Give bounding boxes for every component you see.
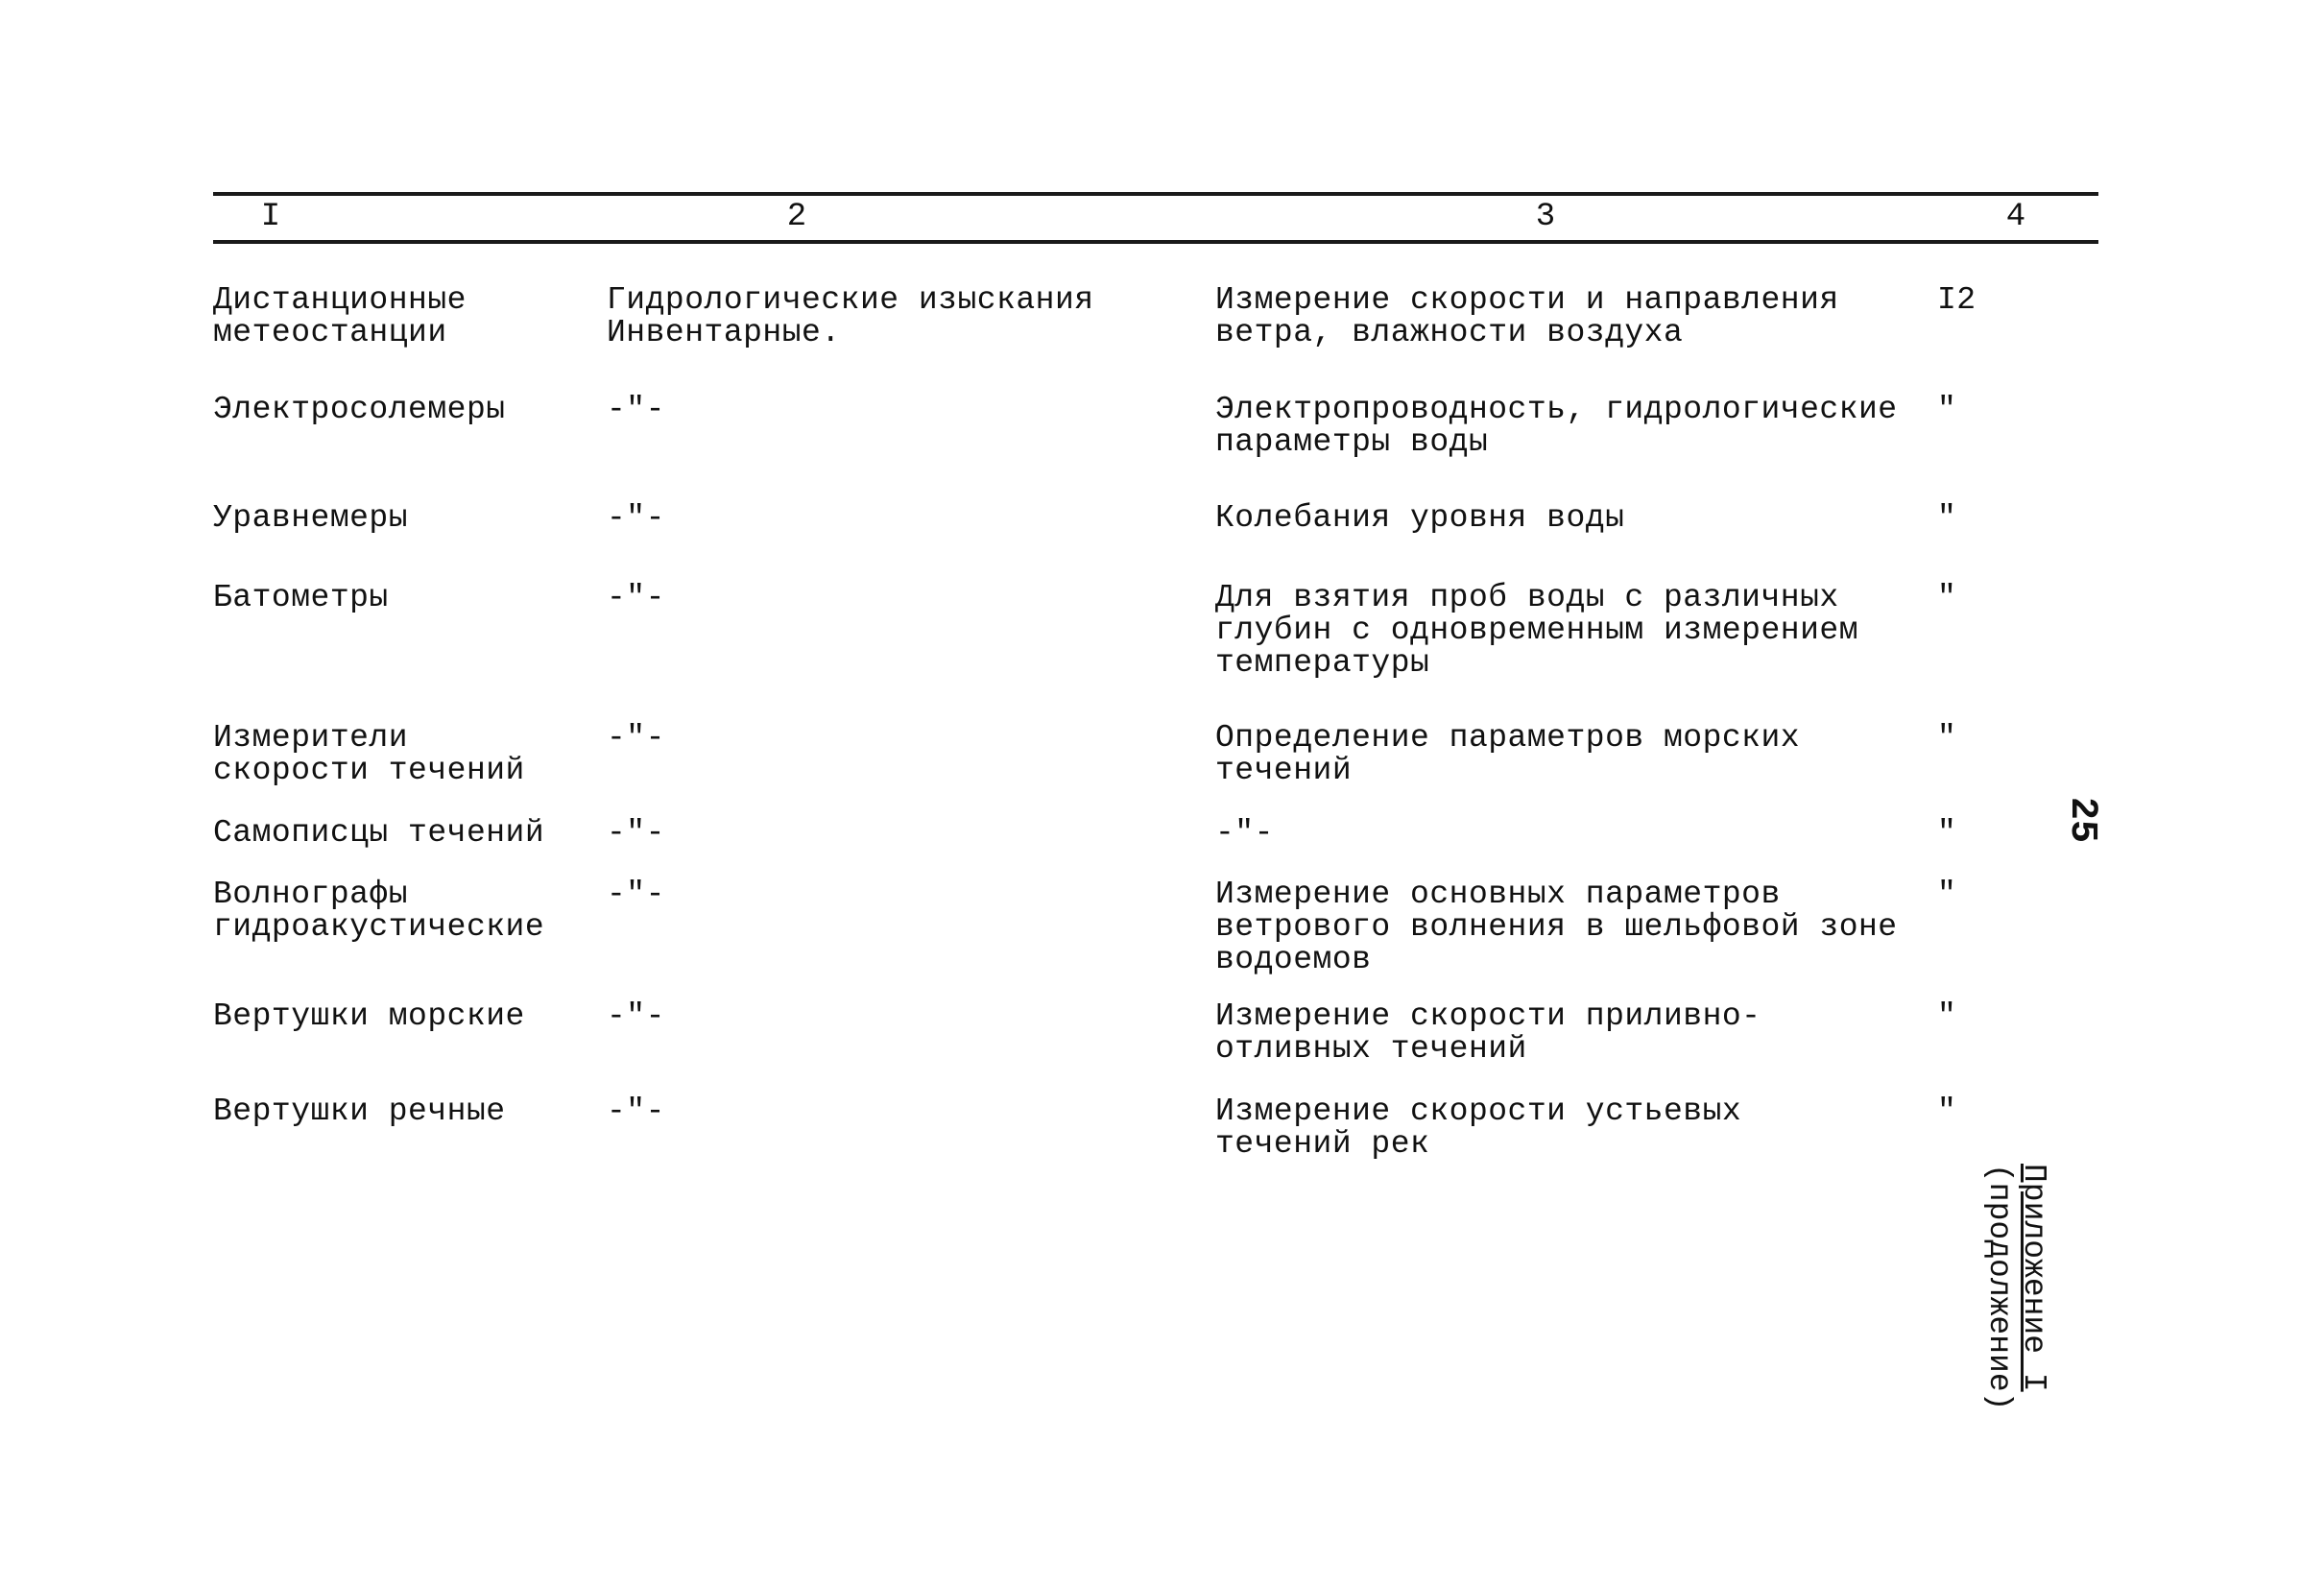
purpose-description: Электропроводность, гидрологические параметры воды [1215, 392, 1898, 460]
application-area: -"- [607, 500, 665, 536]
instrument-name: Электросолемеры [213, 392, 506, 427]
application-area: -"- [607, 720, 665, 756]
purpose-description: Для взятия проб воды с различных глубин с одновременным измерением температуры [1215, 580, 1859, 681]
application-area: -"- [607, 877, 665, 912]
instrument-name: Измерители скорости течений [213, 720, 525, 788]
reference-number: " [1937, 580, 1957, 615]
reference-number: " [1937, 877, 1957, 912]
appendix-title: Приложение I [2016, 1164, 2051, 1392]
table-header-rule [213, 240, 2098, 244]
page-number: 25 [2060, 797, 2103, 844]
application-area: Гидрологические изыскания Инвентарные. [607, 282, 1094, 350]
reference-number: " [1937, 500, 1957, 536]
reference-number: " [1937, 392, 1957, 427]
application-area: -"- [607, 998, 665, 1034]
reference-number: " [1937, 815, 1957, 851]
purpose-description: Измерение скорости и направления ветра, влажности воздуха [1215, 282, 1839, 350]
instrument-name: Уравнемеры [213, 500, 409, 536]
application-area: -"- [607, 815, 665, 851]
appendix-subtitle: (продолжение) [1981, 1164, 2017, 1411]
reference-number: " [1937, 1094, 1957, 1129]
purpose-description: Измерение скорости устьевых течений рек [1215, 1094, 1742, 1162]
instrument-name: Волнографы гидроакустические [213, 877, 545, 945]
column-header-2: 2 [786, 199, 807, 235]
reference-number: " [1937, 998, 1957, 1034]
table-top-rule [213, 192, 2098, 196]
instrument-name: Батометры [213, 580, 389, 615]
instrument-name: Вертушки речные [213, 1094, 506, 1129]
application-area: -"- [607, 1094, 665, 1129]
application-area: -"- [607, 392, 665, 427]
purpose-description: Определение параметров морских течений [1215, 720, 1801, 788]
appendix-caption [1981, 1164, 2050, 1410]
column-header-3: 3 [1535, 199, 1556, 235]
column-header-1: I [260, 199, 281, 235]
column-header-4: 4 [2005, 199, 2026, 235]
purpose-description: Измерение основных параметров ветрового волнения в шельфовой зоне водоемов [1215, 877, 1898, 977]
instrument-name: Дистанционные метеостанции [213, 282, 467, 350]
application-area: -"- [607, 580, 665, 615]
reference-number: I2 [1937, 282, 1977, 318]
purpose-description: Измерение скорости приливно- отливных течений [1215, 998, 1761, 1067]
instrument-name: Самописцы течений [213, 815, 545, 851]
reference-number: " [1937, 720, 1957, 756]
purpose-description: Колебания уровня воды [1215, 500, 1625, 536]
instrument-name: Вертушки морские [213, 998, 525, 1034]
purpose-description: -"- [1215, 815, 1274, 851]
